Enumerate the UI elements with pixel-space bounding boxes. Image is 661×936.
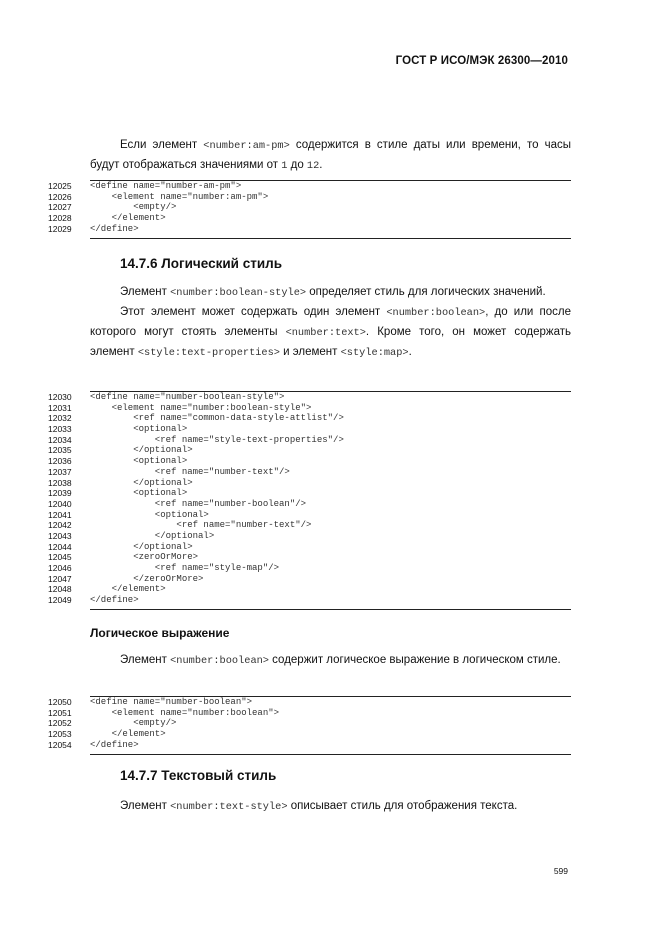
code-text: <ref name="style-text-properties"/> — [90, 434, 344, 445]
line-number: 12035 — [48, 445, 72, 456]
paragraph-boolean: Элемент <number:boolean> содержит логическое выражение в логическом стиле. — [120, 654, 561, 667]
code-text: </optional> — [90, 530, 215, 541]
code-text: </zeroOrMore> — [90, 573, 204, 584]
inline-code: 1 — [281, 160, 288, 172]
code-text: </define> — [90, 595, 139, 606]
line-number: 12031 — [48, 402, 72, 413]
line-number: 12046 — [48, 563, 72, 573]
line-number: 12053 — [48, 729, 72, 740]
code-line — [48, 563, 571, 574]
code-text: <zeroOrMore> — [90, 552, 199, 563]
line-number: 12041 — [48, 509, 72, 520]
code-text: <empty/> — [90, 718, 177, 729]
code-block-boolean-style — [48, 391, 571, 610]
page-number: 599 — [553, 866, 568, 876]
inline-code: <number:text-style> — [170, 801, 288, 813]
code-line — [48, 223, 571, 235]
code-line — [48, 697, 571, 708]
line-number: 12047 — [48, 573, 72, 584]
code-text: <optional> — [90, 488, 188, 499]
code-line — [48, 434, 571, 446]
code-text: </optional> — [90, 541, 193, 552]
line-number: 12054 — [48, 739, 72, 750]
section-heading-text-style: 14.7.7 Текстовый стиль — [120, 768, 277, 783]
inline-code: <number:boolean> — [386, 307, 486, 319]
code-text: <element name="number:am-pm"> — [90, 191, 269, 202]
code-line — [48, 530, 571, 542]
code-text: <define name="number-boolean"> — [90, 697, 253, 707]
line-number: 12037 — [48, 466, 72, 477]
inline-code: <style:map> — [340, 347, 409, 359]
line-number: 12027 — [48, 202, 72, 213]
line-number: 12040 — [48, 498, 72, 509]
code-line — [48, 488, 571, 499]
code-block-boolean — [48, 696, 571, 755]
code-line — [48, 584, 571, 595]
line-number: 12051 — [48, 707, 72, 718]
code-line — [48, 509, 571, 521]
code-text: <empty/> — [90, 202, 177, 213]
code-text: <element name="number:boolean"> — [90, 707, 280, 718]
inline-code: <number:boolean-style> — [170, 287, 307, 299]
code-line — [48, 181, 571, 192]
code-line — [48, 402, 571, 414]
code-text: </define> — [90, 223, 139, 234]
code-text: <optional> — [90, 424, 188, 435]
code-text: <ref name="style-map"/> — [90, 563, 280, 573]
section-heading-boolean-style: 14.7.6 Логический стиль — [120, 256, 282, 271]
line-number: 12033 — [48, 424, 72, 435]
line-number: 12036 — [48, 456, 72, 467]
code-text: </optional> — [90, 445, 193, 456]
code-text: <element name="number:boolean-style"> — [90, 402, 312, 413]
line-number: 12044 — [48, 541, 72, 552]
code-text: <ref name="number-boolean"/> — [90, 498, 307, 509]
line-number: 12042 — [48, 520, 72, 531]
code-line — [48, 213, 571, 224]
inline-code: <number:text> — [285, 327, 366, 339]
code-text: <define name="number-boolean-style"> — [90, 392, 285, 402]
line-number: 12043 — [48, 530, 72, 541]
subsection-heading-boolean: Логическое выражение — [90, 626, 230, 640]
code-text: <ref name="common-data-style-attlist"/> — [90, 413, 344, 424]
code-text: <ref name="number-text"/> — [90, 520, 312, 531]
line-number: 12039 — [48, 488, 72, 499]
code-line — [48, 191, 571, 203]
code-line — [48, 541, 571, 553]
line-number: 12029 — [48, 223, 72, 234]
code-line — [48, 445, 571, 456]
code-line — [48, 498, 571, 510]
code-line — [48, 466, 571, 478]
code-line — [48, 729, 571, 740]
line-number: 12030 — [48, 392, 72, 402]
code-line — [48, 202, 571, 213]
code-text: </element> — [90, 584, 166, 595]
code-line — [48, 413, 571, 424]
code-line — [48, 477, 571, 489]
code-text: </element> — [90, 729, 166, 740]
paragraph-text-style: Элемент <number:text-style> описывает стиль для отображения текста. — [120, 800, 518, 813]
code-line — [48, 424, 571, 435]
inline-code: 12 — [306, 160, 320, 172]
code-text: <optional> — [90, 509, 209, 520]
paragraph-am-pm: Если элемент <number:am-pm> содержится в стиле даты или времени, то часы будут отображаться значениями от 1 до 12. — [90, 139, 571, 172]
inline-code: <number:am-pm> — [203, 140, 290, 152]
code-line — [48, 552, 571, 563]
code-text: <ref name="number-text"/> — [90, 466, 290, 477]
line-number: 12052 — [48, 718, 72, 729]
code-line — [48, 392, 571, 403]
line-number: 12028 — [48, 213, 72, 224]
line-number: 12025 — [48, 181, 72, 191]
code-line — [48, 520, 571, 531]
line-number: 12038 — [48, 477, 72, 488]
line-number: 12045 — [48, 552, 72, 563]
line-number: 12049 — [48, 595, 72, 606]
code-line — [48, 456, 571, 467]
code-line — [48, 739, 571, 751]
code-line — [48, 573, 571, 585]
document-header: ГОСТ Р ИСО/МЭК 26300—2010 — [395, 55, 568, 67]
line-number: 12032 — [48, 413, 72, 424]
code-block-am-pm — [48, 180, 571, 239]
inline-code: <style:text-properties> — [137, 347, 280, 359]
code-text: </element> — [90, 213, 166, 224]
inline-code: <number:boolean> — [170, 655, 269, 667]
code-line — [48, 707, 571, 719]
line-number: 12034 — [48, 434, 72, 445]
line-number: 12048 — [48, 584, 72, 595]
code-text: <define name="number-am-pm"> — [90, 181, 242, 191]
paragraph-boolean-style: Элемент <number:boolean-style> определяет стиль для логических значений. Этот элемент может содержать один элемент <number:boolean>, до или после которого могут стоять элементы <number:text>. Кроме того, он может содержать элемент <style:text-properties> и элемент <style:map>. — [90, 286, 572, 359]
code-text: </optional> — [90, 477, 193, 488]
code-text: <optional> — [90, 456, 188, 467]
line-number: 12026 — [48, 191, 72, 202]
code-line — [48, 595, 571, 606]
line-number: 12050 — [48, 697, 72, 707]
code-text: </define> — [90, 739, 139, 750]
code-line — [48, 718, 571, 729]
